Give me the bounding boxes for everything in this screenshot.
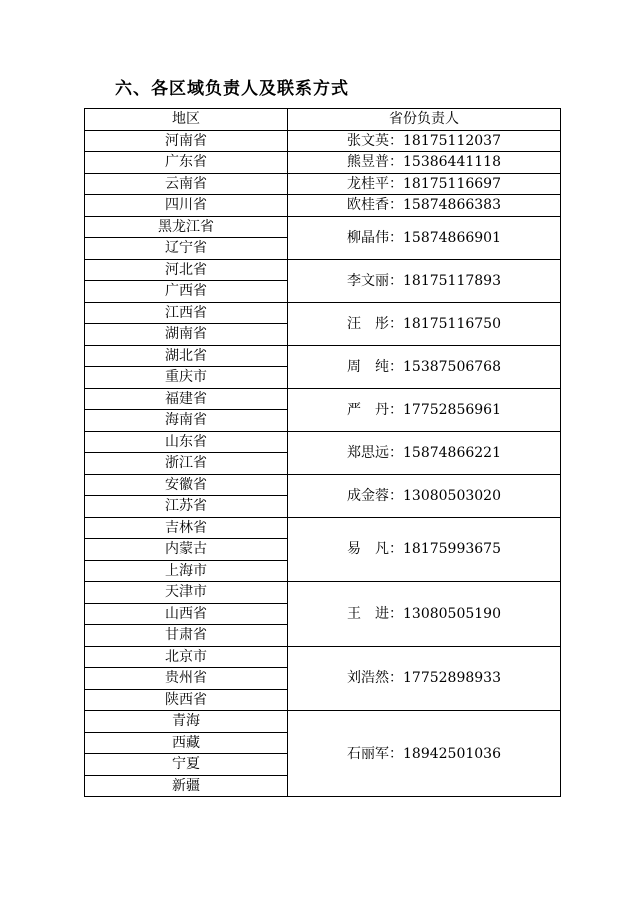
region-cell: 内蒙古 bbox=[85, 539, 288, 561]
region-cell: 上海市 bbox=[85, 560, 288, 582]
contact-cell: 成金蓉：13080503020 bbox=[288, 474, 561, 517]
contact-cell: 周 纯：15387506768 bbox=[288, 345, 561, 388]
contact-cell: 熊昱普：15386441118 bbox=[288, 152, 561, 174]
contact-cell: 柳晶伟：15874866901 bbox=[288, 216, 561, 259]
region-cell: 浙江省 bbox=[85, 453, 288, 475]
region-cell: 贵州省 bbox=[85, 668, 288, 690]
table-header-row bbox=[85, 109, 561, 131]
table-row bbox=[85, 431, 561, 453]
region-cell: 甘肃省 bbox=[85, 625, 288, 647]
table-row bbox=[85, 216, 561, 238]
section-heading: 六、各区域负责人及联系方式 bbox=[115, 79, 349, 99]
contact-cell: 石丽军：18942501036 bbox=[288, 711, 561, 797]
table-row bbox=[85, 130, 561, 152]
region-cell: 河北省 bbox=[85, 259, 288, 281]
region-cell: 河南省 bbox=[85, 130, 288, 152]
table-row bbox=[85, 259, 561, 281]
region-cell: 江苏省 bbox=[85, 496, 288, 518]
region-cell: 福建省 bbox=[85, 388, 288, 410]
region-cell: 江西省 bbox=[85, 302, 288, 324]
contact-cell: 易 凡：18175993675 bbox=[288, 517, 561, 582]
contact-cell: 王 进：13080505190 bbox=[288, 582, 561, 647]
table-row bbox=[85, 152, 561, 174]
region-cell: 黑龙江省 bbox=[85, 216, 288, 238]
region-cell: 重庆市 bbox=[85, 367, 288, 389]
region-cell: 海南省 bbox=[85, 410, 288, 432]
region-cell: 辽宁省 bbox=[85, 238, 288, 260]
region-cell: 安徽省 bbox=[85, 474, 288, 496]
table-row bbox=[85, 388, 561, 410]
contact-cell: 龙桂平：18175116697 bbox=[288, 173, 561, 195]
contact-cell: 李文丽：18175117893 bbox=[288, 259, 561, 302]
region-cell: 吉林省 bbox=[85, 517, 288, 539]
region-cell: 山西省 bbox=[85, 603, 288, 625]
region-cell: 宁夏 bbox=[85, 754, 288, 776]
region-cell: 云南省 bbox=[85, 173, 288, 195]
region-cell: 天津市 bbox=[85, 582, 288, 604]
region-cell: 广东省 bbox=[85, 152, 288, 174]
table-row bbox=[85, 302, 561, 324]
contact-table bbox=[84, 108, 561, 797]
region-cell: 山东省 bbox=[85, 431, 288, 453]
header-contact: 省份负责人 bbox=[288, 109, 561, 131]
region-cell: 湖北省 bbox=[85, 345, 288, 367]
contact-cell: 严 丹：17752856961 bbox=[288, 388, 561, 431]
table-row bbox=[85, 345, 561, 367]
table-row bbox=[85, 517, 561, 539]
region-cell: 陕西省 bbox=[85, 689, 288, 711]
table-row bbox=[85, 474, 561, 496]
table-row bbox=[85, 582, 561, 604]
contact-cell: 汪 彤：18175116750 bbox=[288, 302, 561, 345]
table-row bbox=[85, 646, 561, 668]
contact-cell: 郑思远：15874866221 bbox=[288, 431, 561, 474]
region-cell: 青海 bbox=[85, 711, 288, 733]
region-cell: 湖南省 bbox=[85, 324, 288, 346]
contact-cell: 刘浩然：17752898933 bbox=[288, 646, 561, 711]
header-region: 地区 bbox=[85, 109, 288, 131]
table-row bbox=[85, 711, 561, 733]
region-cell: 西藏 bbox=[85, 732, 288, 754]
contact-cell: 欧桂香：15874866383 bbox=[288, 195, 561, 217]
table-row bbox=[85, 173, 561, 195]
contact-cell: 张文英：18175112037 bbox=[288, 130, 561, 152]
region-cell: 四川省 bbox=[85, 195, 288, 217]
region-cell: 新疆 bbox=[85, 775, 288, 797]
region-cell: 北京市 bbox=[85, 646, 288, 668]
table-row bbox=[85, 195, 561, 217]
region-cell: 广西省 bbox=[85, 281, 288, 303]
